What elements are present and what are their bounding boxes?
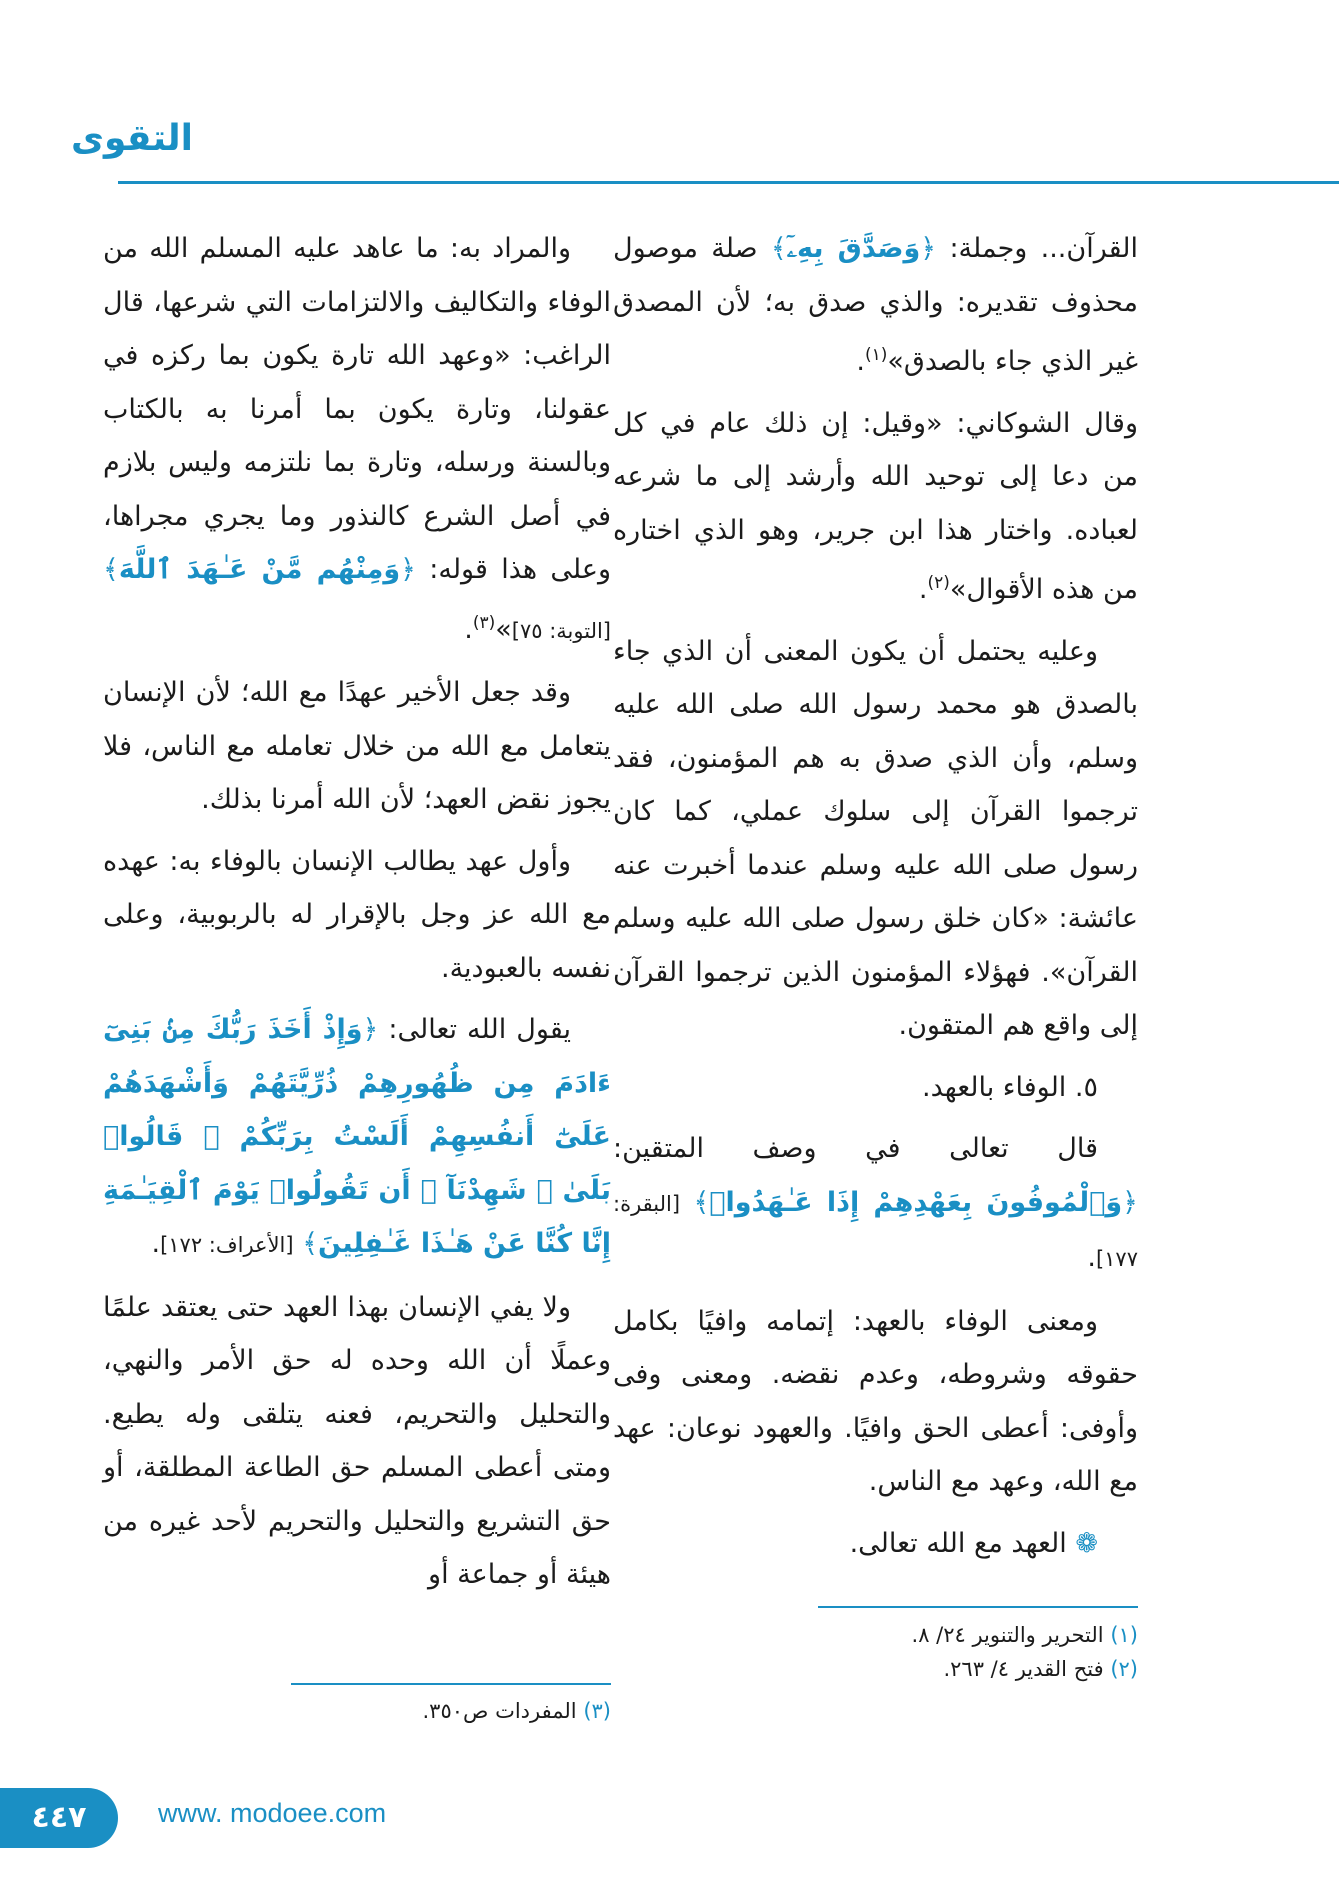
section-heading: ٥. الوفاء بالعهد. [922,1071,1098,1103]
footnote-ref[interactable]: (٣) [472,612,496,633]
paragraph: ومعنى الوفاء بالعهد: إتمامه وافيًا بكامل حقوقه وشروطه، وعدم نقضه. ومعنى وفى وأوفى: أعطى الحق وافيًا. والعهود نوعان: عهد مع الله، وعهد مع الناس. [613,1305,1138,1497]
quran-verse: وَمِنْهُم مَّنْ عَـٰهَدَ ٱللَّهَ [118,554,401,585]
paragraph: وقد جعل الأخير عهدًا مع الله؛ لأن الإنسان يتعامل مع الله من خلال تعامله مع الناس، فلا يجوز نقض العهد؛ لأن الله أمرنا بذلك. [103,677,611,815]
paragraph: يقول الله تعالى: ﴿وَإِذْ أَخَذَ رَبُّكَ مِنۢ بَنِىٓ ءَادَمَ مِن ظُهُورِهِمْ ذُرِّيَّتَهُمْ وَأَشْهَدَهُمْ عَلَىٰٓ أَنفُسِهِمْ أَلَسْتُ بِرَبِّكُمْ ۖ قَالُوا۟ بَلَىٰ ۛ شَهِدْنَآ ۛ أَن تَقُولُوا۟ يَوْمَ ٱلْقِيَـٰمَةِ إِنَّا كُنَّا عَنْ هَـٰذَا غَـٰفِلِينَ﴾ [الأعراف: ١٧٢]. [103,1014,611,1259]
right-column [613,222,1138,1578]
quran-open-bracket: ﴿ [400,554,416,585]
paragraph: وقال الشوكاني: «وقيل: إن ذلك عام في كل من دعا إلى توحيد الله وأرشد إلى ما شرعه لعباده. واختار هذا ابن جرير، وهو الذي اختاره من هذه الأقوال»$^{(٢)}$. [613,407,1138,605]
website-link[interactable]: www. modoee.com [158,1798,387,1828]
quran-close-bracket: ﴾ [770,233,787,264]
verse-reference: [البقرة: ١٧٧] [613,1191,1138,1271]
paragraph: القرآن... وجملة: ﴿وَصَدَّقَ بِهِۦٓ﴾ صلة موصول محذوف تقديره: والذي صدق به؛ لأن المصدق غير الذي جاء بالصدق»$^{(١)}$. [613,233,1139,377]
page-number: ٤٤٧ [0,1788,118,1848]
footnote: (١) التحرير والتنوير ٢٤/ ٨. [911,1623,1138,1647]
quran-open-bracket: ﴿ [362,1014,379,1045]
footnote: (٣) المفردات ص٣٥٠. [422,1699,611,1723]
quran-verse: وَٱلْمُوفُونَ بِعَهْدِهِمْ إِذَا عَـٰهَدُوا۟ [709,1186,1123,1218]
footnote-ref[interactable]: (٢) [927,573,950,593]
footnotes-left [103,1694,611,1728]
quran-close-bracket: ﴾ [103,554,119,585]
page-header-title: التقوى [70,118,193,159]
subheading: ❁ العهد مع الله تعالى. [849,1527,1098,1559]
footnotes-right [613,1618,1138,1686]
quran-open-bracket: ﴿ [920,233,937,264]
quran-close-bracket: ﴾ [693,1186,710,1218]
footnote: (٢) فتح القدير ٤/ ٢٦٣. [943,1657,1138,1681]
quran-close-bracket: ﴾ [302,1228,319,1259]
quran-verse: وَصَدَّقَ بِهِۦٓ [786,233,921,264]
footnote-ref[interactable]: (١) [864,345,888,365]
header-rule [118,181,1339,184]
verse-reference: [التوبة: ٧٥] [511,618,611,643]
left-column [103,222,611,1610]
footnote-rule [818,1606,1138,1608]
flower-bullet-icon: ❁ [1075,1527,1098,1559]
paragraph: وأول عهد يطالب الإنسان بالوفاء به: عهده مع الله عز وجل بالإقرار له بالربوبية، وعلى نفسه بالعبودية. [103,845,611,984]
paragraph: قال تعالى في وصف المتقين: ﴿وَٱلْمُوفُونَ بِعَهْدِهِمْ إِذَا عَـٰهَدُوا۟﴾ [البقرة: ١٧٧]. [613,1133,1138,1273]
verse-reference: [الأعراف: ١٧٢] [160,1233,294,1257]
paragraph: والمراد به: ما عاهد عليه المسلم الله من الوفاء والتكاليف والالتزامات التي شرعها، قال الراغب: «وعهد الله تارة يكون بما ركزه في عقولنا، وتارة يكون بما أمرنا به بالكتاب وبالسنة ورسله، وتارة بما نلتزمه وليس بلازم في أصل الشرع كالنذور وما يجري مجراها، وعلى هذا قوله: ﴿وَمِنْهُم مَّنْ عَـٰهَدَ ٱللَّهَ﴾[التوبة: ٧٥]»$^{(٣)}$. [103,233,611,645]
quran-open-bracket: ﴿ [1122,1186,1138,1218]
paragraph: ولا يفي الإنسان بهذا العهد حتى يعتقد علمًا وعملًا أن الله وحده له حق الأمر والنهي، والتحليل والتحريم، فعنه يتلقى وله يطيع. ومتى أعطى المسلم حق الطاعة المطلقة، أو حق التشريع والتحليل والتحريم لأحد غيره من هيئة أو جماعة أو [103,1291,611,1590]
paragraph: وعليه يحتمل أن يكون المعنى أن الذي جاء بالصدق هو محمد رسول الله صلى الله عليه وسلم، وأن الذي صدق به هم المؤمنون، فقد ترجموا القرآن إلى سلوك عملي، كما كان رسول صلى الله عليه وسلم عندما أخبرت عنه عائشة: «كان خلق رسول صلى الله عليه وسلم القرآن». فهؤلاء المؤمنون الذين ترجموا القرآن إلى واقع هم المتقون. [613,635,1138,1041]
quran-verse: وَإِذْ أَخَذَ رَبُّكَ مِنۢ بَنِىٓ ءَادَمَ مِن ظُهُورِهِمْ ذُرِّيَّتَهُمْ وَأَشْهَدَهُمْ عَلَىٰٓ أَنفُسِهِمْ أَلَسْتُ بِرَبِّكُمْ ۖ قَالُوا۟ بَلَىٰ ۛ شَهِدْنَآ ۛ أَن تَقُولُوا۟ يَوْمَ ٱلْقِيَـٰمَةِ إِنَّا كُنَّا عَنْ هَـٰذَا غَـٰفِلِينَ [103,1014,611,1259]
footnote-rule [291,1683,611,1685]
